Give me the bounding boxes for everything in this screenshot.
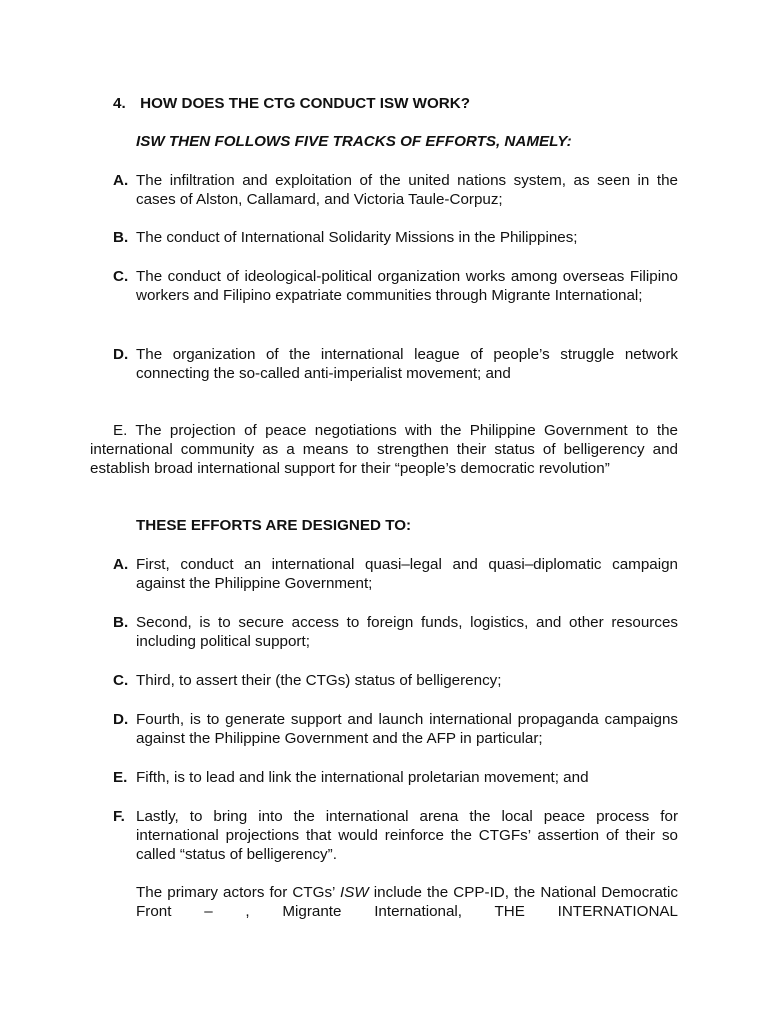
track-letter: B. <box>113 229 129 246</box>
effort-item-e <box>113 768 678 787</box>
question-number: 4. <box>113 95 126 112</box>
question-heading <box>113 94 470 113</box>
effort-item-d <box>113 710 678 748</box>
question-title: HOW DOES THE CTG CONDUCT ISW WORK? <box>140 95 471 112</box>
effort-text: Third, to assert their (the CTGs) status of belligerency; <box>136 672 502 689</box>
effort-letter: D. <box>113 711 129 728</box>
track-text: The conduct of International Solidarity Missions in the Philippines; <box>136 229 578 246</box>
track-item-d <box>113 345 678 383</box>
effort-text: Fourth, is to generate support and launch international propaganda campaigns against the Philippine Government and the AFP in particular; <box>136 711 678 747</box>
effort-item-c <box>113 671 678 690</box>
track-text: The conduct of ideological-political organization works among overseas Filipino workers and Filipino expatriate communities through Migrante International; <box>136 268 678 304</box>
actors-text-after: include the CPP-ID, the National Democratic Front – , Migrante International, THE INTERNATIONAL <box>136 884 678 920</box>
track-letter: A. <box>113 172 129 189</box>
track-item-a <box>113 171 678 209</box>
track-item-e: E. The projection of peace negotiations with the Philippine Government to the international community as a means to strengthen their status of belligerency and establish broad international support for their “people’s democratic revolution” <box>90 422 678 477</box>
tracks-heading: ISW THEN FOLLOWS FIVE TRACKS OF EFFORTS, NAMELY: <box>136 133 572 150</box>
track-item-c <box>113 267 678 305</box>
actors-paragraph <box>136 883 678 921</box>
track-letter: D. <box>113 346 129 363</box>
effort-text: Lastly, to bring into the international arena the local peace process for international projections that would reinforce the CTGFs’ assertion of their so called “status of belligerency”. <box>136 808 678 863</box>
track-item-b <box>113 228 678 247</box>
effort-text: First, conduct an international quasi–legal and quasi–diplomatic campaign against the Philippine Government; <box>136 556 678 592</box>
effort-letter: A. <box>113 556 129 573</box>
effort-item-f <box>113 807 678 864</box>
effort-text: Second, is to secure access to foreign funds, logistics, and other resources including political support; <box>136 614 678 650</box>
effort-letter: F. <box>113 808 125 825</box>
effort-letter: C. <box>113 672 129 689</box>
actors-text-emphasis: ISW <box>339 884 369 901</box>
track-text: The infiltration and exploitation of the united nations system, as seen in the cases of Alston, Callamard, and Victoria Taule-Corpuz; <box>136 172 678 208</box>
track-letter: C. <box>113 268 129 285</box>
effort-text: Fifth, is to lead and link the international proletarian movement; and <box>136 769 589 786</box>
track-text: The organization of the international league of people’s struggle network connecting the so-called anti-imperialist movement; and <box>136 346 678 382</box>
efforts-heading: THESE EFFORTS ARE DESIGNED TO: <box>136 517 412 534</box>
actors-text-before: The primary actors for CTGs’ <box>136 884 340 901</box>
effort-letter: B. <box>113 614 129 631</box>
effort-letter: E. <box>113 769 128 786</box>
effort-item-b <box>113 613 678 651</box>
effort-item-a <box>113 555 678 593</box>
